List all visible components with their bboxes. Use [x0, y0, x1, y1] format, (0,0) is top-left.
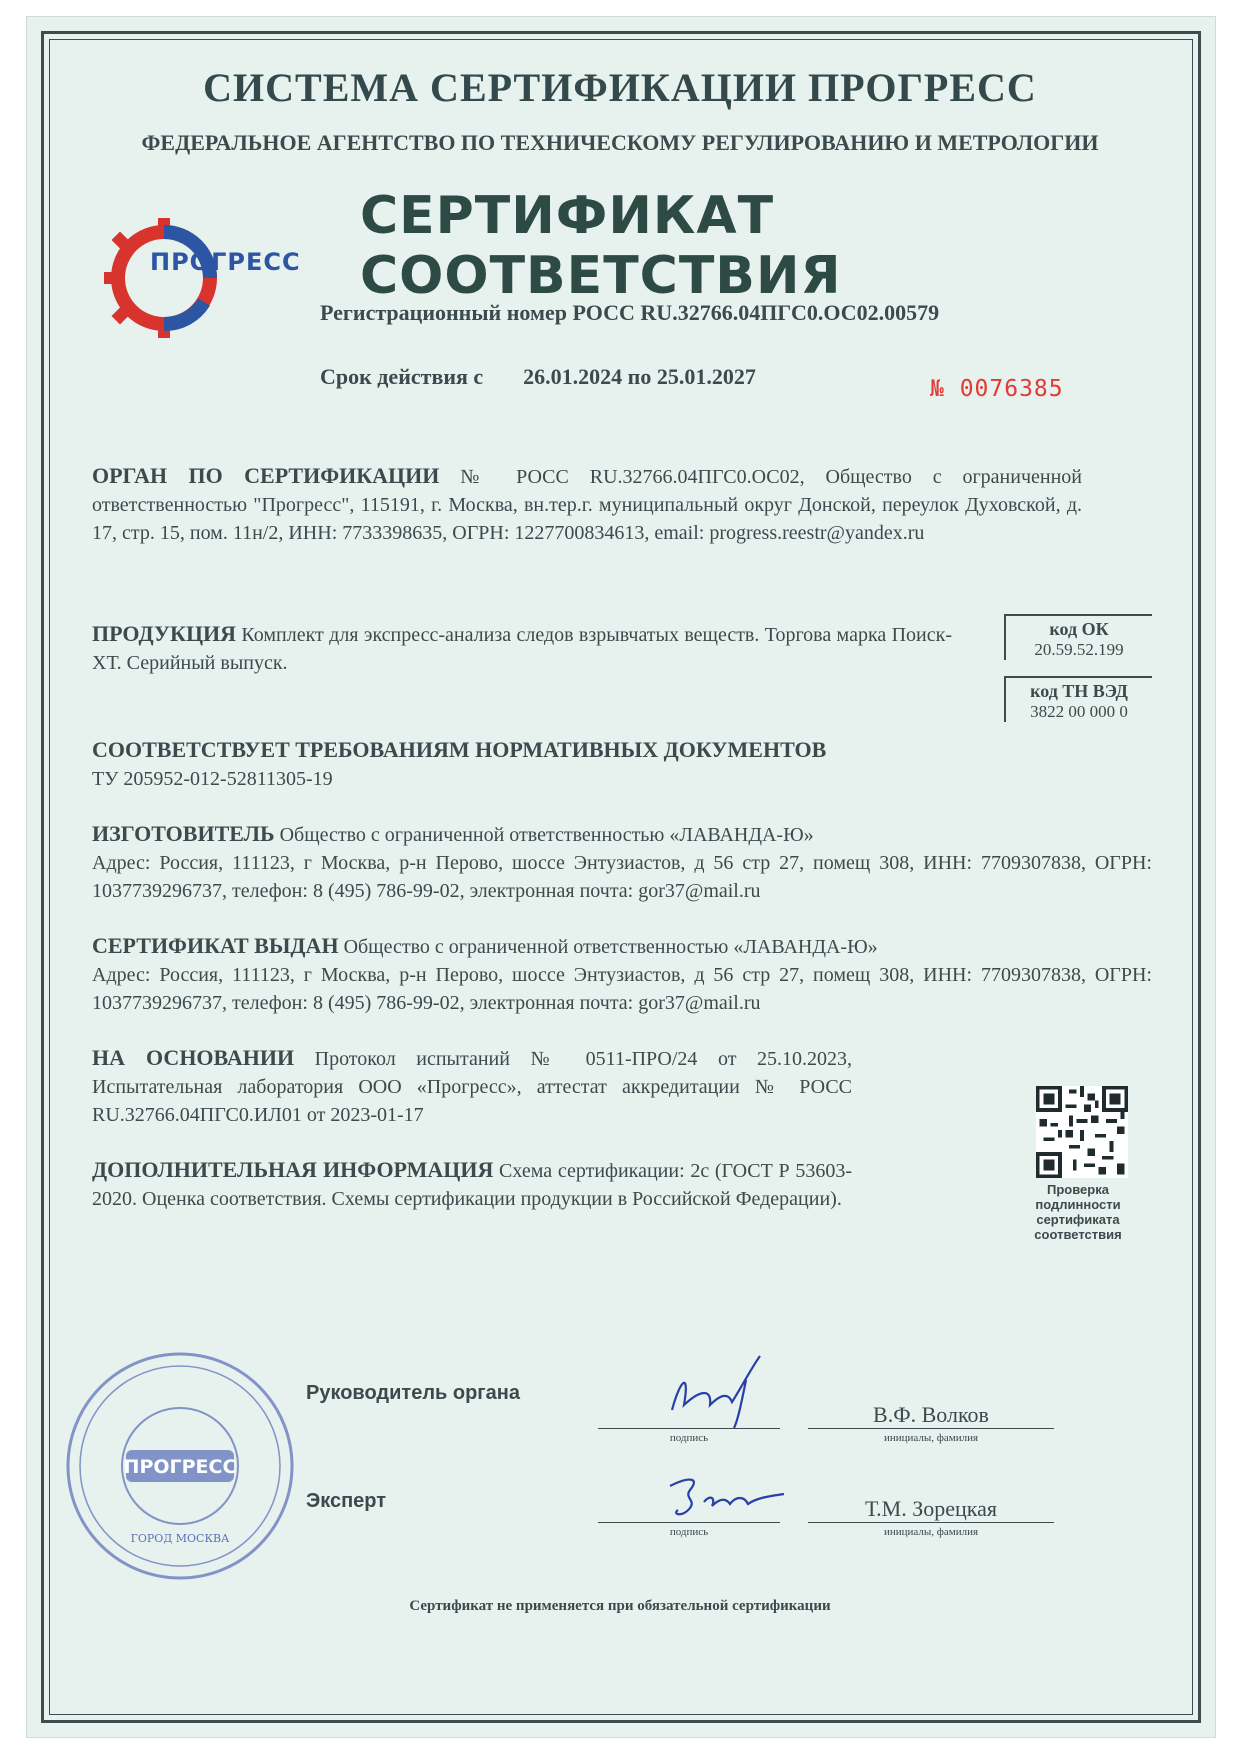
ok-code-label: код ОК [1049, 619, 1109, 639]
expert-name: Т.М. Зорецкая [864, 1496, 998, 1521]
head-name: В.Ф. Волков [873, 1402, 989, 1427]
manufacturer-name: Общество с ограниченной ответственностью «ЛАВАНДА-Ю» [279, 824, 814, 846]
system-title: СИСТЕМА СЕРТИФИКАЦИИ ПРОГРЕСС [203, 65, 1037, 110]
compliance-text: ТУ 205952-012-52811305-19 [92, 768, 333, 790]
manufacturer-section [92, 820, 1152, 905]
agency-title: ФЕДЕРАЛЬНОЕ АГЕНТСТВО ПО ТЕХНИЧЕСКОМУ РЕГУЛИРОВАНИЮ И МЕТРОЛОГИИ [141, 130, 1099, 155]
expert-role: Эксперт [306, 1490, 387, 1512]
tnved-code-box [1004, 676, 1152, 722]
validity-label: Срок действия с [320, 364, 484, 389]
registration-line [320, 300, 939, 326]
registration-label: Регистрационный номер [320, 300, 567, 325]
certification-body-section [92, 462, 1082, 547]
basis-section [92, 1044, 852, 1129]
manufacturer-address: Адрес: Россия, 111123, г Москва, р-н Перово, шоссе Энтузиастов, д 56 стр 27, помещ 308, ИНН: 7709307838, ОГРН: 1037739296737, телефон: 8 (495) 786-99-02, электронная почта: gor37@mail.ru [92, 852, 1152, 902]
head-signature-line [598, 1428, 780, 1429]
qr-code[interactable] [1036, 1086, 1128, 1178]
additional-info-text: Схема сертификации: 2с (ГОСТ Р 53603-2020. Оценка соответствия. Схемы сертификации продукции в Российской Федерации). [92, 1160, 853, 1210]
head-role: Руководитель органа [306, 1382, 520, 1404]
manufacturer-heading: ИЗГОТОВИТЕЛЬ [92, 821, 275, 846]
basis-text: Протокол испытаний № 0511-ПРО/24 от 25.10.2023, Испытательная лаборатория ООО «Прогресс», аттестат аккредитации № РОСС RU.32766.04ПГС0.ИЛ01 от 2023-01-17 [92, 1048, 852, 1126]
head-signature [650, 1350, 790, 1430]
organization-stamp [60, 1346, 300, 1586]
compliance-heading: СООТВЕТСТВУЕТ ТРЕБОВАНИЯМ НОРМАТИВНЫХ ДОКУМЕНТОВ [92, 737, 827, 762]
certificate-title: СЕРТИФИКАТ СООТВЕТСТВИЯ [360, 186, 842, 306]
expert-name-caption: инициалы, фамилия [883, 1526, 979, 1538]
additional-info-section [92, 1156, 852, 1213]
logo-text: ПРОГРЕСС [150, 248, 301, 276]
gear-icon [104, 218, 210, 338]
validity-dates: 26.01.2024 по 25.01.2027 [523, 364, 756, 389]
expert-signature-line [598, 1522, 780, 1523]
tnved-code-value: 3822 00 000 0 [1030, 702, 1128, 721]
serial-number: № 0076385 [930, 376, 1064, 402]
head-name-line [808, 1428, 1054, 1429]
stamp-city-text: ГОРОД МОСКВА [130, 1532, 230, 1545]
progress-logo [94, 208, 304, 348]
product-heading: ПРОДУКЦИЯ [92, 621, 237, 646]
issued-to-heading: СЕРТИФИКАТ ВЫДАН [92, 933, 339, 958]
compliance-section [92, 736, 1152, 793]
certification-body-text: № РОСС RU.32766.04ПГС0.ОС02, Общество с ограниченной ответственностью "Прогресс", 115191, г. Москва, вн.тер.г. муниципальный округ Донской, переулок Духовской, д. 17, стр. 15, пом. 11н/2, ИНН: 7733398635, ОГРН: 1227700834613, email: progress.reestr@yandex.ru [92, 466, 1083, 544]
product-section [92, 620, 952, 677]
ok-code-value: 20.59.52.199 [1034, 640, 1124, 659]
product-text: Комплект для экспресс-анализа следов взрывчатых веществ. Торгова марка Поиск-ХТ. Серийный выпуск. [92, 624, 952, 674]
basis-heading: НА ОСНОВАНИИ [92, 1045, 295, 1070]
issued-to-address: Адрес: Россия, 111123, г Москва, р-н Перово, шоссе Энтузиастов, д 56 стр 27, помещ 308, ИНН: 7709307838, ОГРН: 1037739296737, телефон: 8 (495) 786-99-02, электронная почта: gor37@mail.ru [92, 964, 1152, 1014]
registration-number: РОСС RU.32766.04ПГС0.ОС02.00579 [572, 300, 940, 325]
head-signature-caption: подпись [669, 1432, 709, 1444]
additional-info-heading: ДОПОЛНИТЕЛЬНАЯ ИНФОРМАЦИЯ [92, 1157, 494, 1182]
issued-to-name: Общество с ограниченной ответственностью «ЛАВАНДА-Ю» [343, 936, 878, 958]
footer-note: Сертификат не применяется при обязательной сертификации [409, 1598, 831, 1614]
qr-caption: Проверка подлинности сертификата соответствия [1034, 1182, 1122, 1242]
expert-signature [660, 1468, 790, 1528]
expert-signature-caption: подпись [669, 1526, 709, 1538]
head-name-caption: инициалы, фамилия [883, 1432, 979, 1444]
certification-body-heading: ОРГАН ПО СЕРТИФИКАЦИИ [92, 463, 440, 488]
issued-to-section [92, 932, 1152, 1017]
stamp-center-text: ПРОГРЕСС [123, 1456, 237, 1478]
tnved-code-label: код ТН ВЭД [1030, 681, 1128, 701]
expert-name-line [808, 1522, 1054, 1523]
ok-code-box [1004, 614, 1152, 660]
validity-line [320, 364, 756, 390]
